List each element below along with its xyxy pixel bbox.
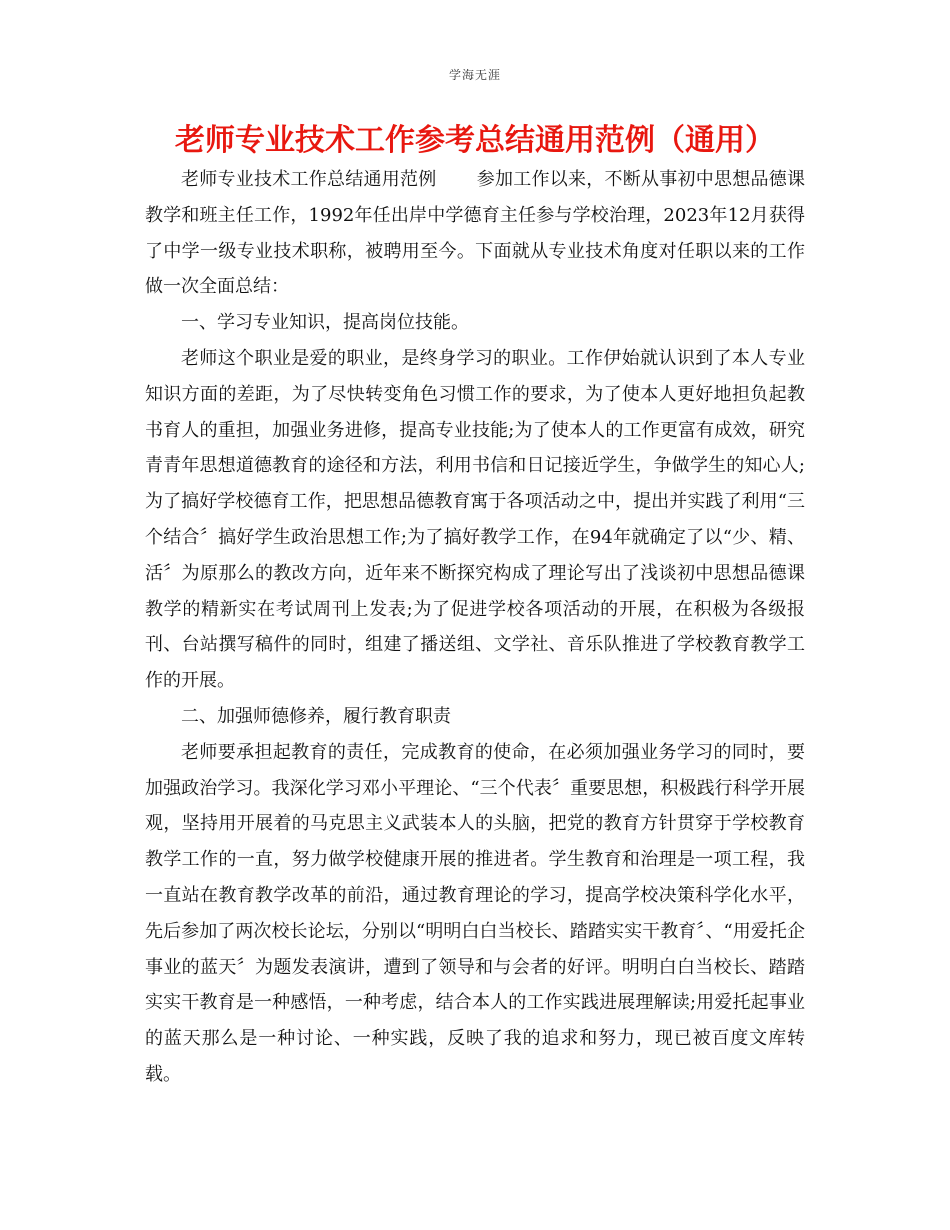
section-1-paragraph: 老师这个职业是爱的职业，是终身学习的职业。工作伊始就认识到了本人专业知识方面的差距，为了尽快转变角色习惯工作的要求，为了使本人更好地担负起教书育人的重担，加强业务进修，提高专业技能;为了使本人的工作更富有成效，研究青青年思想道德教育的途径和方法，利用书信和日记接近学生，争做学生的知心人;为了搞好学校德育工作，把思想品德教育寓于各项活动之中，提出并实践了利用“三个结合〞搞好学生政治思想工作;为了搞好教学工作，在94年就确定了以“少、精、活〞为原那么的教改方向，近年来不断探究构成了理论写出了浅谈初中思想品德课教学的精新实在考试周刊上发表;为了促进学校各项活动的开展，在积极为各级报刊、台站撰写稿件的同时，组建了播送组、文学社、音乐队推进了学校教育教学工作的开展。 xyxy=(145,347,805,692)
section-1-heading: 一、学习专业知识，提高岗位技能。 xyxy=(181,312,469,334)
intro-body: 参加工作以来，不断从事初中思想品德课教学和班主任工作，1992年任出岸中学德育主任参与学校治理，2023年12月获得了中学一级专业技术职称，被聘用至今。下面就从专业技术角度对任职以来的工作做一次全面总结： xyxy=(145,169,805,298)
intro-title: 老师专业技术工作总结通用范例 xyxy=(181,169,437,190)
section-2-heading: 二、加强师德修养，履行教育职责 xyxy=(181,705,451,727)
intro-paragraph xyxy=(145,162,805,305)
section-2-paragraph: 老师要承担起教育的责任，完成教育的使命，在必须加强业务学习的同时，要加强政治学习。我深化学习邓小平理论、“三个代表〞重要思想，积极践行科学开展观，坚持用开展着的马克思主义武装本人的头脑，把党的教育方针贯穿于学校教育教学工作的一直，努力做学校健康开展的推进者。学生教育和治理是一项工程，我一直站在教育教学改革的前沿，通过教育理论的学习，提高学校决策科学化水平，先后参加了两次校长论坛，分别以“明明白白当校长、踏踏实实干教育〞、“用爱托企事业的蓝天〞为题发表演讲，遭到了领导和与会者的好评。明明白白当校长、踏踏实实干教育是一种感悟，一种考虑，结合本人的工作实践进展理解读;用爱托起事业的蓝天那么是一种讨论、一种实践，反映了我的追求和努力，现已被百度文库转载。 xyxy=(145,741,805,1085)
page-header: 学海无涯 xyxy=(448,68,501,82)
document-title: 老师专业技术工作参考总结通用范例（通用） xyxy=(175,123,775,158)
document-body xyxy=(145,162,805,1093)
